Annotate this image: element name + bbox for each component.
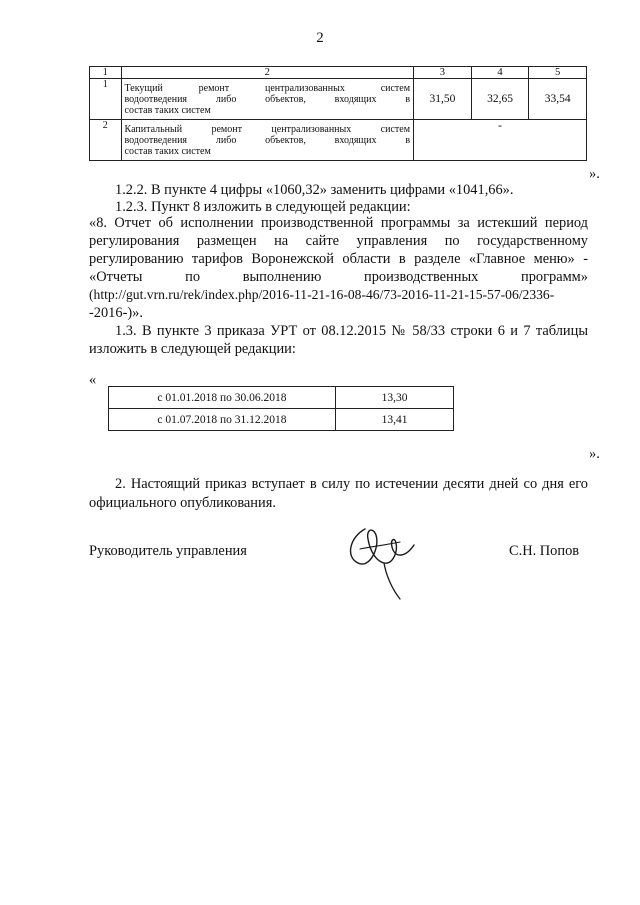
value-cell: 32,65 xyxy=(471,79,529,120)
row-number: 2 xyxy=(90,120,122,161)
value-cell: 31,50 xyxy=(414,79,472,120)
row-name-line: Капитальный ремонт централизованных систем xyxy=(124,123,411,135)
value-cell: 33,54 xyxy=(529,79,587,120)
table-row xyxy=(109,387,454,409)
period-cell: с 01.07.2018 по 31.12.2018 xyxy=(109,409,336,431)
merged-dash-cell: - xyxy=(414,120,587,161)
header-cell: 2 xyxy=(121,67,414,79)
value-cell: 13,41 xyxy=(336,409,454,431)
value-cell: 13,30 xyxy=(336,387,454,409)
table-row xyxy=(90,79,587,120)
header-cell: 1 xyxy=(90,67,122,79)
header-cell: 4 xyxy=(471,67,529,79)
paragraph-8-line: регулирования размещен на сайте управления по государственному xyxy=(89,233,588,249)
table-header-row xyxy=(90,67,587,79)
closing-quote: ». xyxy=(589,166,600,182)
paragraph-8-line: -2016-)». xyxy=(89,305,143,321)
row-name-line: состав таких систем xyxy=(124,145,211,157)
tariff-table xyxy=(89,66,587,161)
row-name-line: Текущий ремонт централизованных систем xyxy=(124,82,411,94)
paragraph-8-link-line: (http://gut.vrn.ru/rek/index.php/2016-11-21-16-08-46/73-2016-11-21-15-57-06/2336- xyxy=(89,287,555,302)
paragraph-2-line: официального опубликования. xyxy=(89,495,276,511)
row-name-line: водоотведения либо объектов, входящих в xyxy=(124,134,411,146)
table-row xyxy=(90,120,587,161)
paragraph-1-3-line: 1.3. В пункте 3 приказа УРТ от 08.12.2015 № 58/33 строки 6 и 7 таблицы xyxy=(115,323,588,339)
close-quote: ». xyxy=(589,446,600,462)
paragraph-8-line: «Отчеты по выполнению производственных программ» xyxy=(89,269,588,285)
row-number: 1 xyxy=(90,79,122,120)
paragraph-1-2-3: 1.2.3. Пункт 8 изложить в следующей редакции: xyxy=(115,199,411,215)
row-name xyxy=(121,79,414,120)
handwritten-signature xyxy=(340,517,430,602)
header-cell: 3 xyxy=(414,67,472,79)
paragraph-2-line: 2. Настоящий приказ вступает в силу по истечении десяти дней со дня его xyxy=(115,476,588,492)
period-table xyxy=(108,386,454,431)
row-name-line: водоотведения либо объектов, входящих в xyxy=(124,93,411,105)
signer-position: Руководитель управления xyxy=(89,543,247,559)
paragraph-8-line: регулированию тарифов Воронежской области в разделе «Главное меню» - xyxy=(89,251,588,267)
row-name xyxy=(121,120,414,161)
open-quote: « xyxy=(89,372,97,388)
row-name-line: состав таких систем xyxy=(124,104,211,116)
paragraph-8-line: «8. Отчет об исполнении производственной программы за истекший период xyxy=(89,215,588,231)
signer-name: С.Н. Попов xyxy=(509,543,580,559)
period-cell: с 01.01.2018 по 30.06.2018 xyxy=(109,387,336,409)
header-cell: 5 xyxy=(529,67,587,79)
page-number: 2 xyxy=(316,30,324,46)
paragraph-1-3-line: изложить в следующей редакции: xyxy=(89,341,296,357)
paragraph-1-2-2: 1.2.2. В пункте 4 цифры «1060,32» заменить цифрами «1041,66». xyxy=(115,182,514,198)
table-row xyxy=(109,409,454,431)
